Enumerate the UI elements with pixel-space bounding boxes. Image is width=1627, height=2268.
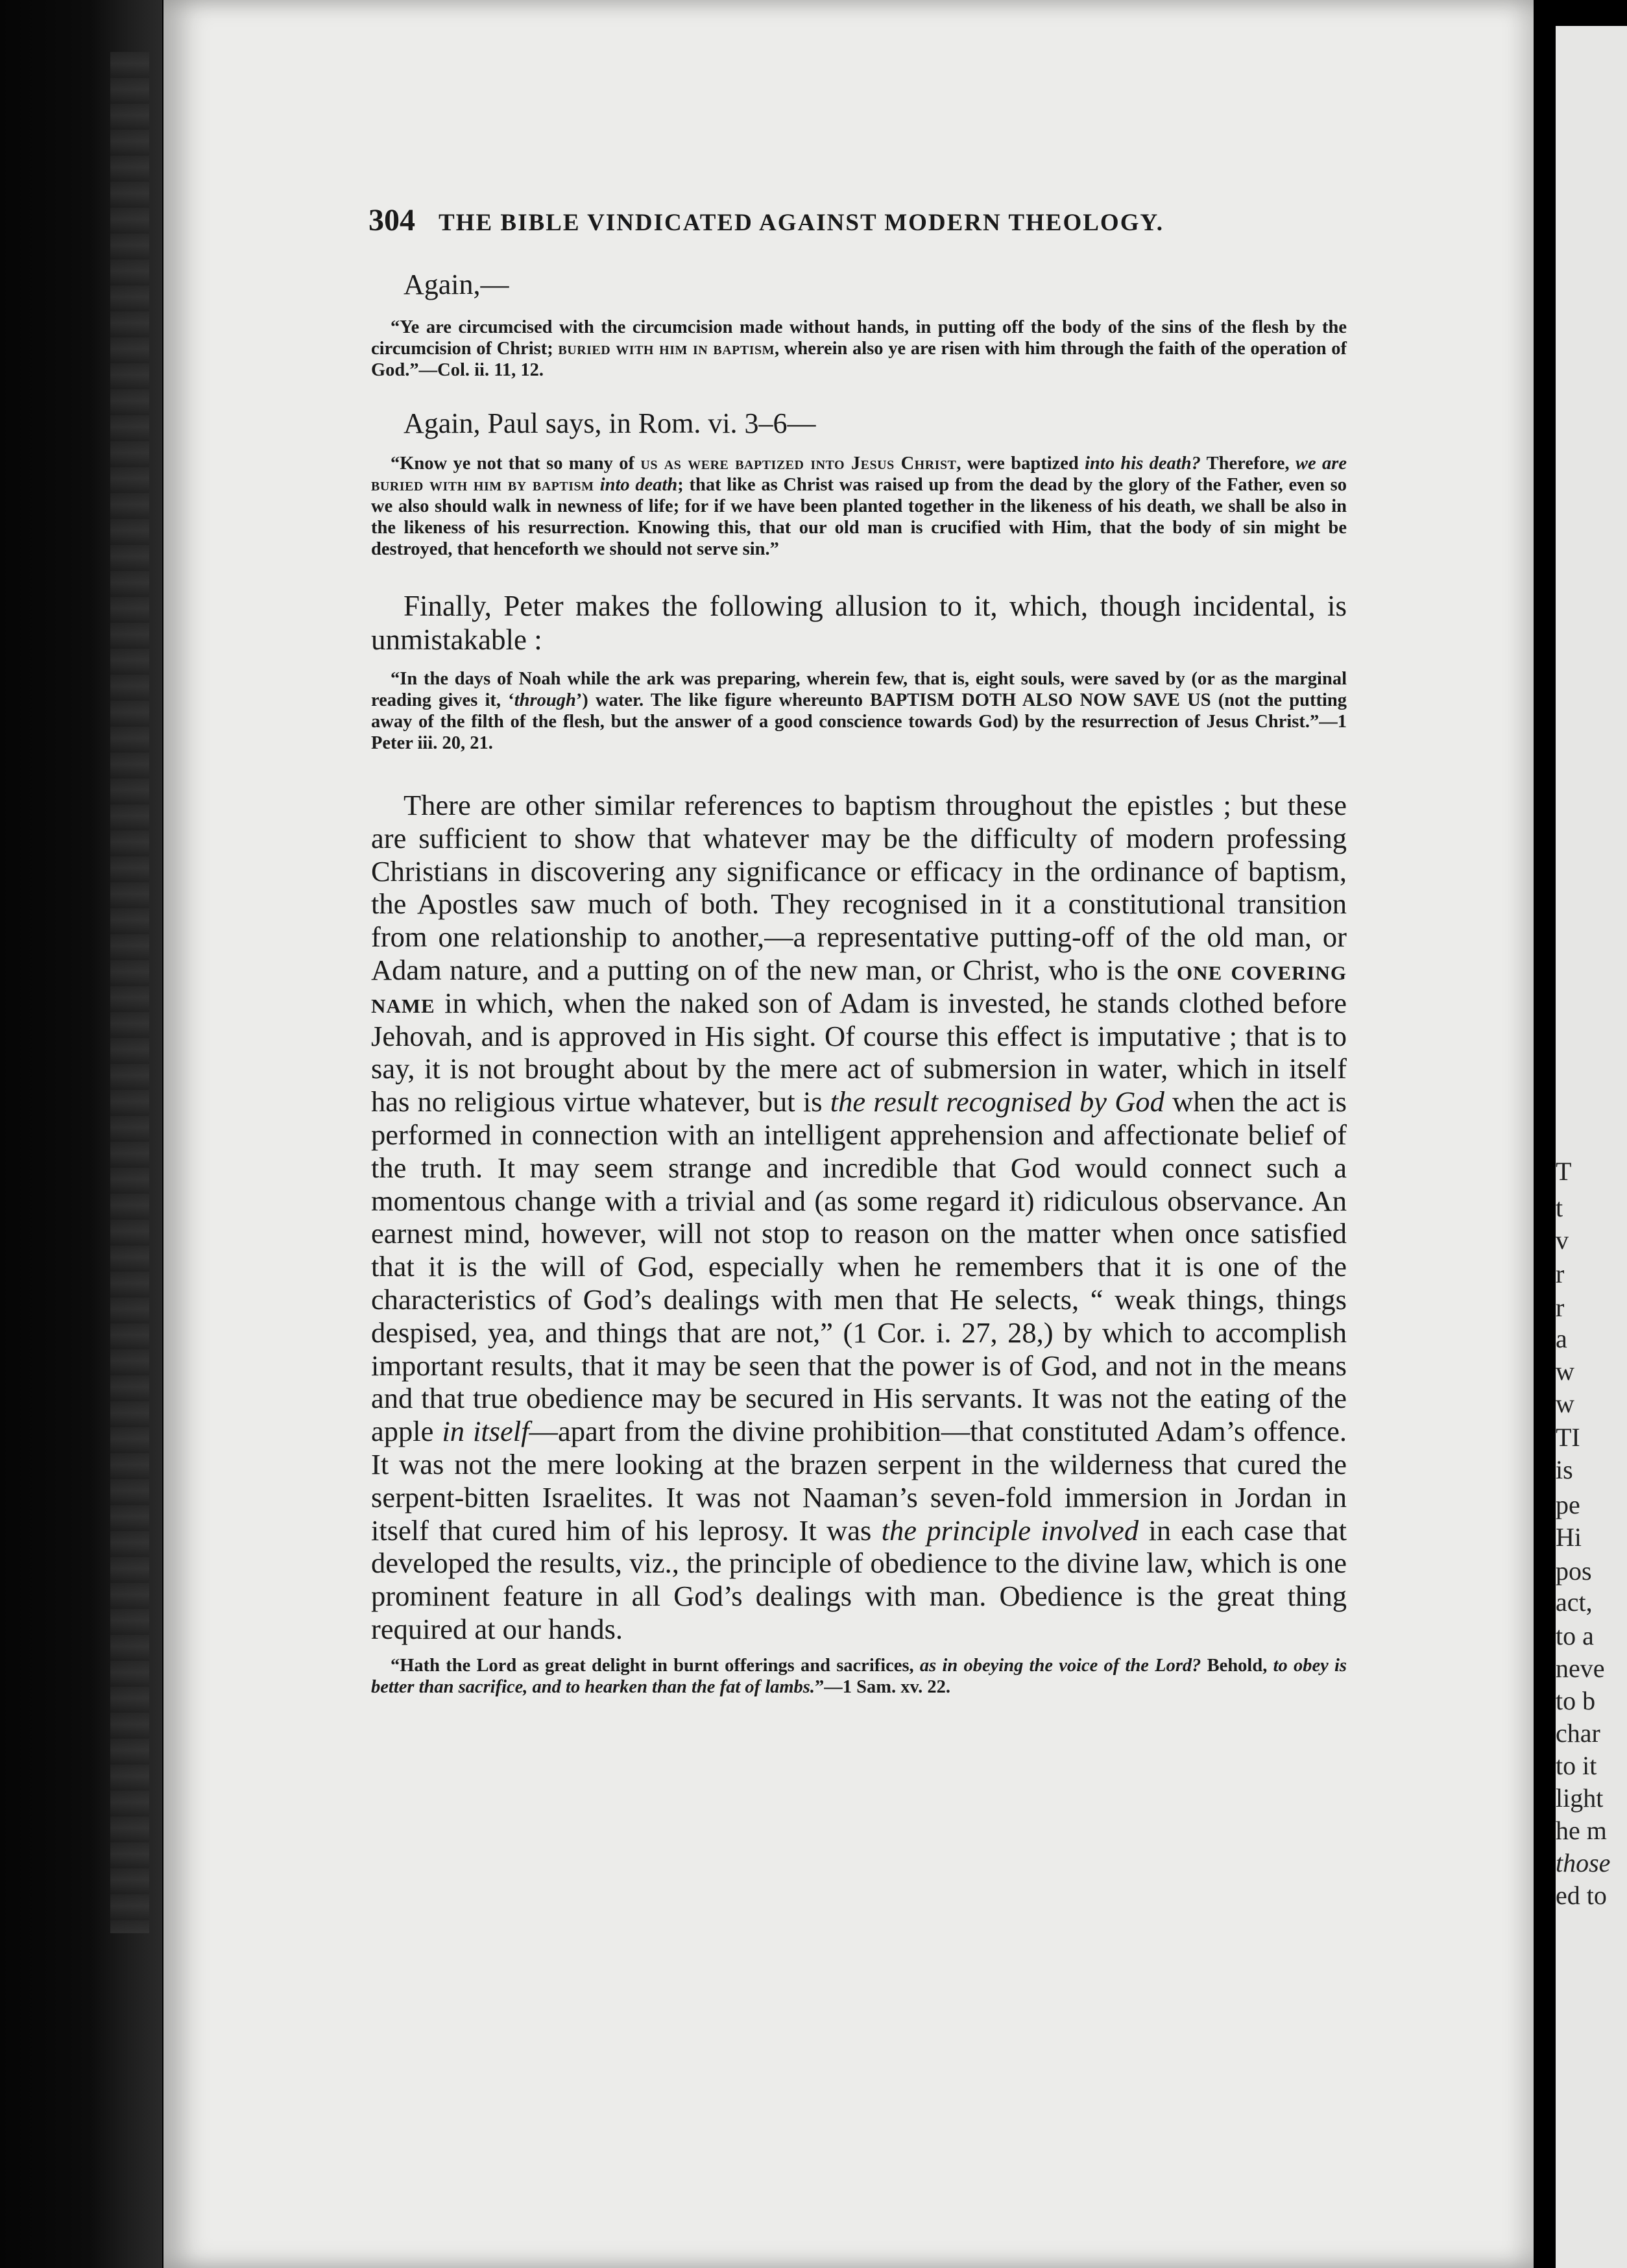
- section-lead: Finally, Peter makes the following allusion to it, which, though incidental, is unmistakable :: [371, 590, 1347, 656]
- facing-page-fragment: he m: [1556, 1816, 1607, 1845]
- running-title: THE BIBLE VINDICATED AGAINST MODERN THEOLOGY.: [439, 210, 1164, 236]
- facing-page-fragment: a: [1556, 1324, 1567, 1353]
- facing-page-fragment: T: [1556, 1157, 1572, 1186]
- facing-page-fragment: w: [1556, 1357, 1574, 1386]
- section-again-col: [371, 267, 1347, 381]
- facing-page-fragment: w: [1556, 1389, 1574, 1418]
- facing-page-fragment: to a: [1556, 1621, 1594, 1650]
- quote-romans: “Know ye not that so many of us as were baptized into Jesus Christ, were baptized into his death? Therefore, we are buried with him by baptism into death; that like as Christ was raised up from the dead by the glory of the Father, even so we also should walk in newness of life; for if we have been planted together in the likeness of his death, we shall be also in the likeness of his resurrection. Knowing this, that our old man is crucified with Him, that the body of sin might be destroyed, that henceforth we should not serve sin.”: [371, 453, 1347, 559]
- facing-page-fragment: char: [1556, 1719, 1600, 1748]
- book-binding-edge: [0, 0, 162, 2268]
- main-body: [371, 789, 1347, 1698]
- body-paragraph: There are other similar references to baptism throughout the epistles ; but these are sufficient to show that whatever may be the difficulty of modern professing Christians in discovering any significance or efficacy in the ordinance of baptism, the Apostles saw much of both. They recognised in it a constitutional transition from one relationship to another,—a representative putting-off of the old man, or Adam nature, and a putting on of the new man, or Christ, who is the one covering name in which, when the naked son of Adam is invested, he stands clothed before Jehovah, and is approved in His sight. Of course this effect is imputative ; that is to say, it is not brought about by the mere act of submersion in water, which in itself has no religious virtue whatever, but is the result recognised by God when the act is performed in connection with an intelligent apprehension and affectionate belief of the truth. It may seem strange and incredible that God would connect such a momentous change with a trivial and (as some regard it) ridiculous observance. An earnest mind, however, will not stop to reason on the matter when once satisfied that it is the will of God, especially when he remembers that it is one of the characteristics of God’s dealings with men that He selects, “ weak things, things despised, yea, and things that are not,” (1 Cor. i. 27, 28,) by which to accomplish important results, that it may be seen that the power is of God, and not in the means and that true obedience may be secured in His servants. It was not the eating of the apple in itself—apart from the divine prohibition—that constituted Adam’s offence. It was not the mere looking at the brazen serpent in the wilderness that cured the serpent-bitten Israelites. It was not Naaman’s seven-fold immersion in Jordan in itself that cured him of his leprosy. It was the principle involved in each case that developed the results, viz., the principle of obedience to the divine law, which is one prominent feature in all God’s dealings with man. Obedience is the great thing required at our hands.: [371, 789, 1347, 1645]
- facing-page-fragment: light: [1556, 1783, 1604, 1813]
- section-lead: Again,—: [404, 269, 509, 300]
- section-lead: Again, Paul says, in Rom. vi. 3–6—: [404, 407, 816, 439]
- running-head: [368, 202, 1251, 240]
- facing-page-fragment: r: [1556, 1259, 1565, 1288]
- section-finally-peter: [371, 589, 1347, 754]
- facing-page-fragment: pos: [1556, 1556, 1592, 1586]
- facing-page-fragment: act,: [1556, 1587, 1593, 1617]
- page-number: 304: [368, 203, 415, 237]
- facing-page-fragment: pe: [1556, 1490, 1580, 1519]
- facing-page-fragment: t: [1556, 1193, 1563, 1222]
- facing-page-sliver: [1556, 26, 1627, 2268]
- facing-page-fragment: to b: [1556, 1686, 1596, 1715]
- facing-page-fragment: is: [1556, 1455, 1573, 1484]
- quote-colossians: “Ye are circumcised with the circumcision made without hands, in putting off the body of the sins of the flesh by the circumcision of Christ; buried with him in baptism, wherein also ye are risen with him through the faith of the operation of God.”—Col. ii. 11, 12.: [371, 317, 1347, 380]
- spine-strip: [110, 52, 149, 1933]
- quote-peter: “In the days of Noah while the ark was preparing, wherein few, that is, eight souls, were saved by (or as the marginal reading gives it, ‘through’) water. The like figure whereunto BAPTISM DOTH ALSO NOW SAVE US (not the putting away of the filth of the flesh, but the answer of a good conscience towards God) by the resurrection of Jesus Christ.”—1 Peter iii. 20, 21.: [371, 669, 1347, 753]
- facing-page-fragment: those: [1556, 1848, 1611, 1877]
- facing-page-fragment: neve: [1556, 1654, 1605, 1683]
- facing-page-fragment: ed to: [1556, 1881, 1607, 1910]
- page-gutter: [1534, 0, 1556, 2268]
- facing-page-fragment: r: [1556, 1293, 1565, 1322]
- facing-page-fragment: v: [1556, 1225, 1569, 1255]
- quote-samuel: “Hath the Lord as great delight in burnt offerings and sacrifices, as in obeying the voice of the Lord? Behold, to obey is better than sacrifice, and to hearken than the fat of lambs.”—1 Sam. xv. 22.: [371, 1655, 1347, 1697]
- facing-page-fragment: to it: [1556, 1751, 1597, 1780]
- facing-page-fragment: Hi: [1556, 1523, 1582, 1552]
- facing-page-fragment: TI: [1556, 1423, 1580, 1452]
- section-again-romans: [371, 406, 1347, 560]
